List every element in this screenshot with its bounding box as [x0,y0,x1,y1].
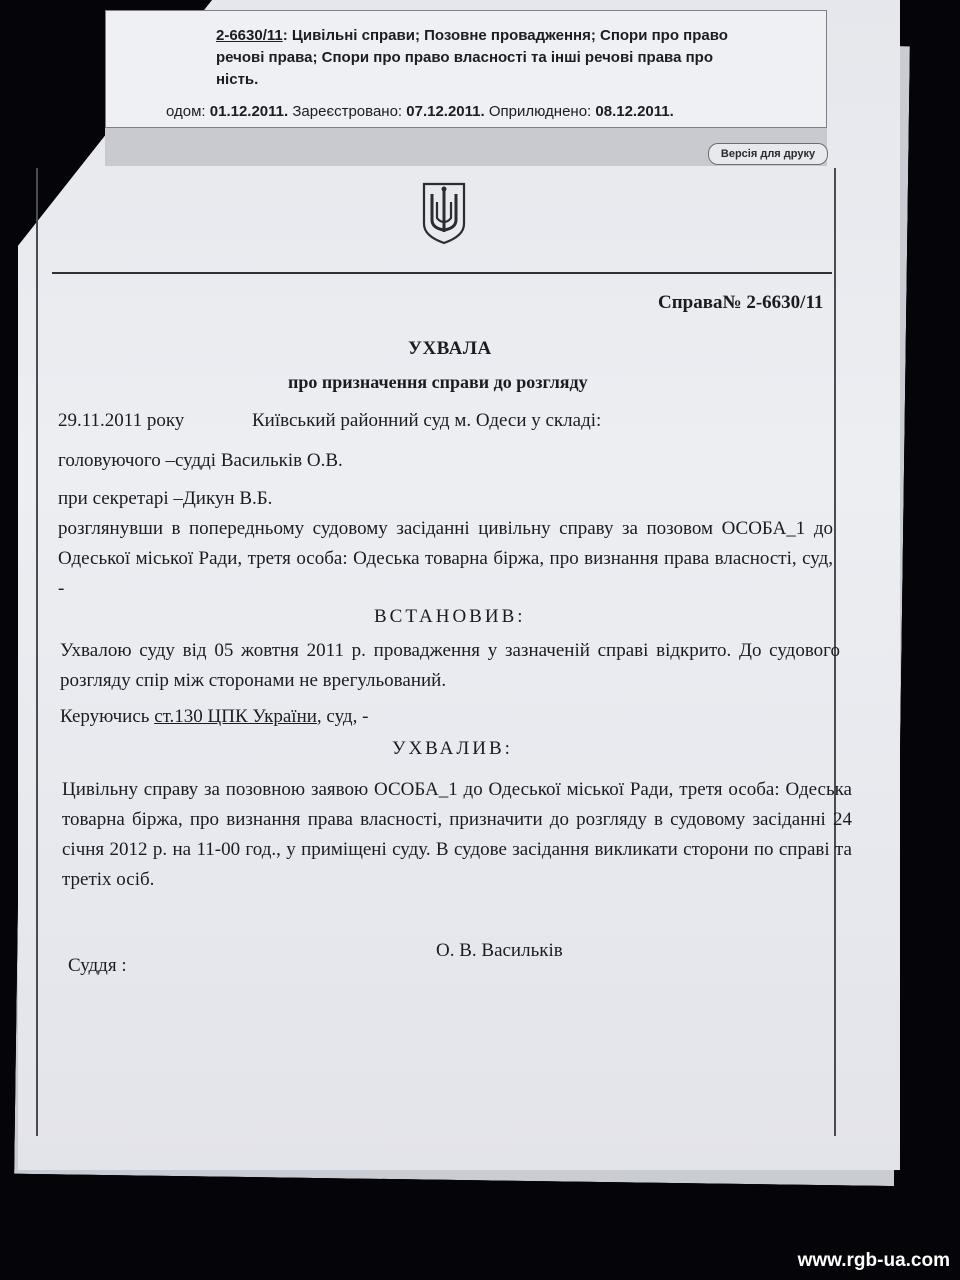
judge-name: О. В. Васильків [436,940,563,961]
case-title [216,25,776,91]
case-dates [166,101,674,123]
registered-label: Зареєстровано: [288,103,407,120]
document-subtitle: про призначення справи до розгляду [288,372,588,392]
guided-by-line [60,706,368,728]
case-categories-line-3: ність. [216,71,259,88]
date-published: 08.12.2011. [595,103,674,120]
header-divider [52,272,832,274]
guided-suffix: , суд, - [316,706,369,727]
site-watermark: www.rgb-ua.com [797,1250,950,1271]
court-composition: Київський районний суд м. Одеси у складі: [252,410,602,431]
date-decided: 01.12.2011. [209,103,289,120]
case-categories-line-2: речові права; Спори про право власності та інші речові права про [216,49,713,66]
document-title: УХВАЛА [408,338,492,359]
date-registered: 07.12.2011. [406,103,485,120]
case-number-link[interactable]: 2-6630/11 [216,27,283,44]
resolved-paragraph: Цивільну справу за позовною заявою ОСОБА_1 до Одеської міської Ради, третя особа: Одеська товарна біржа, про визнання права власності, призначити до розгляду в судовому засіданні 24 січня 2012 р. на 11-00 год., у приміщені суду. В судове засідання викликати сторони по справі та третіх осіб. [62,779,852,890]
presiding-judge: головуючого –судді Васильків О.В. [58,450,343,471]
print-version-button[interactable]: Версія для друку [708,143,828,165]
case-categories: : Цивільні справи; Позовне провадження; Спори про право [282,27,728,44]
document-date: 29.11.2011 року [58,410,185,431]
published-label: Оприлюднено: [484,103,596,120]
judge-label: Суддя : [68,955,127,976]
considered-paragraph: розглянувши в попередньому судовому засіданні цивільну справу за позовом ОСОБА_1 до Одеської міської Ради, третя особа: Одеська товарна біржа, про визнання права власності, суд, - [58,518,833,599]
dates-prefix: одом: [166,103,210,120]
guided-prefix: Керуючись [60,706,155,727]
court-secretary: при секретарі –Дикун В.Б. [58,488,273,509]
resolved-heading: УХВАЛИВ: [392,738,513,759]
document-case-number: Справа№ 2-6630/11 [658,292,824,313]
established-heading: ВСТАНОВИВ: [374,606,526,627]
article-link[interactable]: ст.130 ЦПК України [154,706,317,727]
case-header-box [105,10,827,128]
ukraine-trident-icon [420,180,468,246]
established-paragraph: Ухвалою суду від 05 жовтня 2011 р. провадження у зазначеній справі відкрито. До судового розгляду спір між сторонами не врегульований. [60,640,840,691]
